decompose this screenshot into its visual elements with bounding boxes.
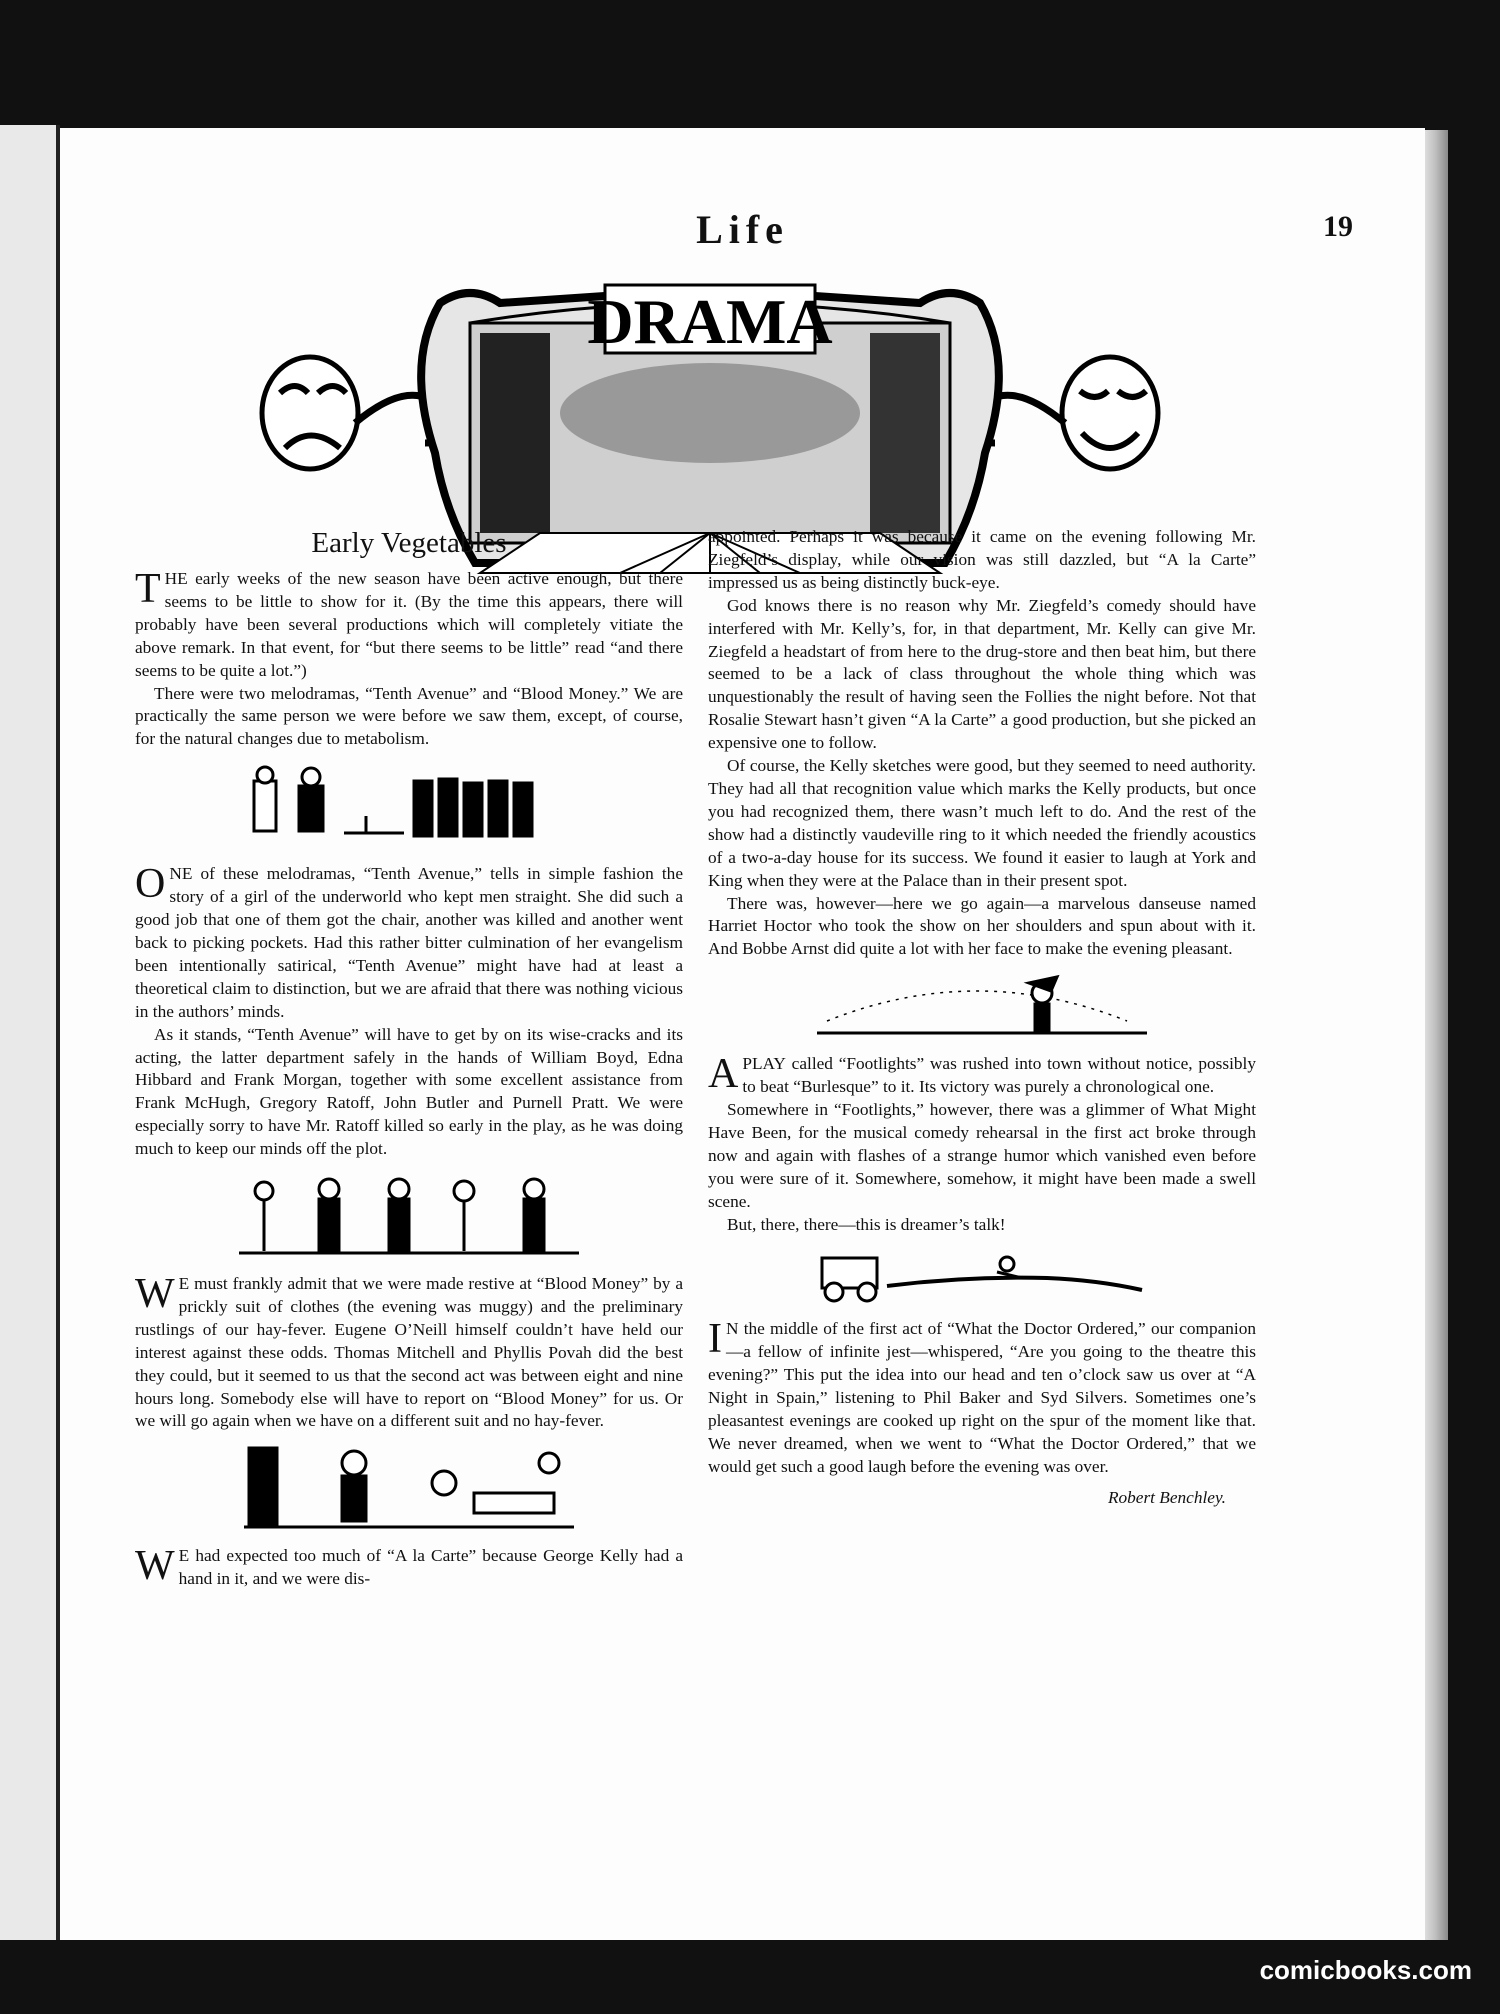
paragraph-text: Of course, the Kelly sketches were good, but they seemed to need authority. They had all that recognition value which marks the Kelly products, but once you had recognized them, there wasn’t much left to do. And the rest of the show had a distinctly vaudeville ring to it which needed the friendly acoustics of a two-a-day house for its success. We found it easier to laugh at York and King when they were at the Palace than in their present spot. xyxy=(708,756,1256,890)
paragraph-text: But, there, there—this is dreamer’s talk! xyxy=(727,1214,1006,1234)
cartoon-melodrama xyxy=(244,761,574,851)
cartoon-wisecracks xyxy=(239,1171,579,1261)
masthead: Life xyxy=(696,207,789,252)
drop-cap: T xyxy=(135,566,161,612)
paragraph xyxy=(708,1099,1256,1214)
paragraph-text: There were two melodramas, “Tenth Avenue” and “Blood Money.” We are practically the same person we were before we saw them, except, of course, for the natural changes due to metabolism. xyxy=(135,683,683,749)
author-signature: Robert Benchley. xyxy=(1107,1487,1226,1507)
paragraph-lead: HE xyxy=(164,569,188,588)
drop-cap: W xyxy=(135,1271,175,1318)
right-column xyxy=(708,526,1256,1510)
cartoon-car-chase xyxy=(812,1246,1152,1306)
paragraph-text: called “Footlights” was rushed into town without notice, possibly to beat “Burlesque” to it. Its victory was purely a chronological one. xyxy=(742,1054,1256,1097)
paragraph xyxy=(135,1024,683,1161)
paragraph-lead: E xyxy=(178,1546,190,1566)
article-title: Early Vegetables xyxy=(311,527,507,559)
paragraph xyxy=(708,1053,1256,1099)
paragraph xyxy=(135,1273,683,1433)
drama-banner-title: DRAMA xyxy=(587,286,833,357)
paragraph-text: appointed. Perhaps it was because it came on the evening following Mr. Ziegfeld’s display, while our vision was still dazzled, but “A la Carte” impressed us as being distinctly buck-eye. xyxy=(708,527,1256,592)
paragraph xyxy=(708,526,1256,595)
cartoon-danseuse xyxy=(817,971,1147,1041)
drop-cap: I xyxy=(708,1316,722,1363)
left-column xyxy=(135,526,683,1591)
paragraph-text: There was, however—here we go again—a marvelous danseuse named Harriet Hoctor who took the show on her shoulders and spun about with it. And Bobbe Arnst did quite a lot with her face to make the evening pleasant. xyxy=(708,893,1256,959)
paragraph xyxy=(135,1545,683,1591)
cartoon-a-la-carte xyxy=(244,1443,574,1533)
page-number: 19 xyxy=(1323,210,1353,243)
paragraph xyxy=(135,568,683,683)
paragraph-lead: E xyxy=(178,1274,190,1294)
paragraph-text: early weeks of the new season have been active enough, but there seems to be little to show for it. (By the time this appears, there will probably have been several productions which will completely vitiate the above remark. In that event, for “but there seems to be little” read “and there seems to be quite a lot.”) xyxy=(135,569,683,680)
drop-cap: O xyxy=(135,861,166,908)
paragraph-text: Somewhere in “Footlights,” however, there was a glimmer of What Might Have Been, for the musical comedy rehearsal in the first act broke through now and again with flashes of a strange humor which vanished even before you were sure of it. Somewhere, somehow, it might have been made a swell scene. xyxy=(708,1100,1256,1211)
paragraph xyxy=(135,863,683,1023)
paragraph xyxy=(708,893,1256,962)
paragraph-text: the middle of the first act of “What the Doctor Ordered,” our companion—a fellow of infinite jest—whispered, “Are you going to the theatre this evening?” This put the idea into our head and ten o’clock saw us over at “A Night in Spain,” listening to Phil Baker and Syd Silvers. Sometimes one’s pleasantest evenings are cooked up right on the spur of the moment like that. We never dreamed, when we went to “What the Doctor Ordered,” that we would get such a good laugh before the evening was over. xyxy=(708,1319,1256,1476)
magazine-page xyxy=(60,128,1425,1940)
paragraph xyxy=(708,595,1256,755)
paragraph-lead: N xyxy=(726,1319,739,1339)
paragraph-text: As it stands, “Tenth Avenue” will have to get by on its wise-cracks and its acting, the latter department safely in the hands of William Boyd, Edna Hibbard and Frank Morgan, together with some excellent assistance from Frank McHugh, Gregory Ratoff, John Butler and Purnell Pratt. We were especially sorry to have Mr. Ratoff killed so early in the play, as he was doing much to keep our minds off the plot. xyxy=(135,1024,683,1159)
paragraph xyxy=(708,1318,1256,1478)
paragraph-lead: NE xyxy=(169,864,193,884)
facing-page-edge xyxy=(0,125,60,1940)
drop-cap: A xyxy=(708,1051,739,1098)
paragraph-lead: PLAY xyxy=(742,1054,786,1074)
paragraph-text: must frankly admit that we were made restive at “Blood Money” by a prickly suit of clothes (the evening was muggy) and the preliminary rustlings of our hay-fever. Eugene O’Neill himself couldn’t have held our interest against these odds. Thomas Mitchell and Phyllis Povah did the best they could, but it seemed to us that the second act was between eight and nine hours long. Somebody else will have to report on “Blood Money” for us. Or we will go again when we have on a different suit and no hay-fever. xyxy=(135,1274,683,1431)
drop-cap: W xyxy=(135,1543,175,1590)
paragraph xyxy=(708,755,1256,892)
site-watermark: comicbooks.com xyxy=(1259,1955,1472,1985)
paragraph xyxy=(135,683,683,752)
paragraph xyxy=(708,1214,1256,1237)
paragraph-text: of these melodramas, “Tenth Avenue,” tells in simple fashion the story of a girl of the underworld who kept men straight. She did such a good job that one of them got the chair, another was killed and another went back to picking pockets. Had this rather bitter culmination of her evangelism been intentionally satirical, “Tenth Avenue” might have had at least a theoretical claim to distinction, but we are afraid that there was nothing vicious in the authors’ minds. xyxy=(135,864,683,1021)
paragraph-text: had expected too much of “A la Carte” because George Kelly had a hand in it, and we were dis- xyxy=(178,1546,683,1589)
paragraph-text: God knows there is no reason why Mr. Ziegfeld’s comedy should have interfered with Mr. Kelly’s, for, in that department, Mr. Kelly can give Mr. Ziegfeld a headstart of from here to the drug-store and then beat him, but there seemed to be a lack of class throughout the whole thing which was unquestionably the result of having seen the Follies the night before. Not that Rosalie Stewart hasn’t given “A la Carte” a good production, but she picked an expensive one to follow. xyxy=(708,595,1256,753)
